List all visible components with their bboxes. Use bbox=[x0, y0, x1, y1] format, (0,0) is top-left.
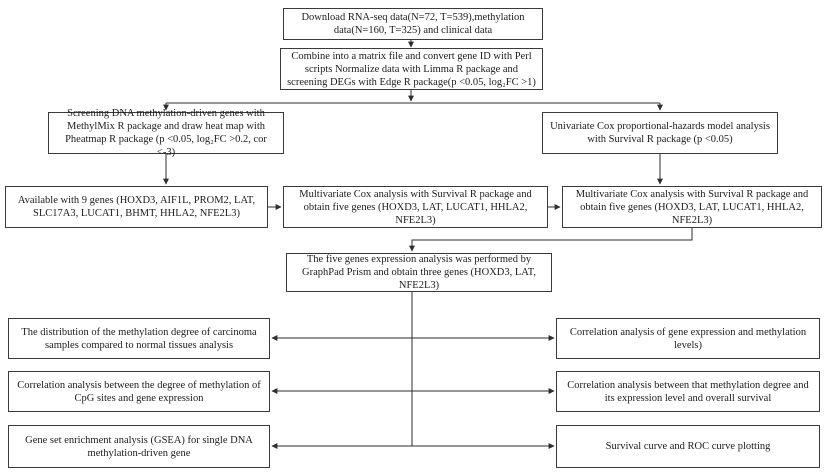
node-multivariate-cox-2 bbox=[562, 186, 822, 228]
node-univariate-cox-text: Univariate Cox proportional-hazards model analysis with Survival R package (p <0.05) bbox=[550, 121, 770, 145]
arrow-multivariate-2-to-graphpad bbox=[412, 228, 692, 251]
node-multivariate-cox-2-text: Multivariate Cox analysis with Survival R package and obtain five genes (HOXD3, LAT, LUCAT1, HHLA2, NFE2L3) bbox=[575, 188, 809, 226]
node-cpg-gene-expression-correlation bbox=[8, 371, 270, 412]
node-combine-normalize-text: Combine into a matrix file and convert gene ID with Perl scripts Normalize data with Limma R package and screening DEGs with Edge R package(p <0.05, log₂FC >1) bbox=[287, 50, 536, 88]
node-combine-normalize bbox=[280, 48, 543, 90]
node-expression-methylation-correlation-text: Correlation analysis of gene expression and methylation levels) bbox=[569, 326, 807, 351]
node-multivariate-cox-1-text: Multivariate Cox analysis with Survival R package and obtain five genes (HOXD3, LAT, LUCAT1, HHLA2, NFE2L3) bbox=[299, 188, 532, 226]
node-gsea bbox=[8, 425, 270, 468]
node-download-data-text: Download RNA-seq data(N=72, T=539),methylation data(N=160, T=325) and clinical data bbox=[301, 12, 525, 36]
node-methylation-survival-correlation-text: Correlation analysis between that methylation degree and its expression level and overall survival bbox=[567, 379, 809, 404]
node-survival-roc-plotting-text: Survival curve and ROC curve plotting bbox=[605, 441, 771, 452]
node-graphpad-three-genes bbox=[286, 253, 552, 292]
node-download-data bbox=[283, 8, 543, 40]
node-methylation-survival-correlation bbox=[556, 371, 820, 412]
node-methylmix-screening-text: Screening DNA methylation-driven genes with MethylMix R package and draw heat map with Pheatmap R package (p <0.05, log₂FC >0.2, cor <-3) bbox=[65, 108, 267, 158]
node-survival-roc-plotting bbox=[556, 425, 820, 468]
node-graphpad-three-genes-text: The five genes expression analysis was performed by GraphPad Prism and obtain three genes (HOXD3, LAT, NFE2L3) bbox=[302, 254, 536, 291]
node-multivariate-cox-1 bbox=[283, 186, 548, 228]
node-nine-genes bbox=[5, 186, 268, 228]
node-nine-genes-text: Available with 9 genes (HOXD3, AIF1L, PROM2, LAT, SLC17A3, LUCAT1, BHMT, HHLA2, NFE2L3) bbox=[17, 195, 256, 219]
node-methylation-distribution-text: The distribution of the methylation degree of carcinoma samples compared to normal tissues analysis bbox=[21, 326, 257, 351]
node-univariate-cox bbox=[542, 112, 778, 154]
node-cpg-gene-expression-correlation-text: Correlation analysis between the degree of methylation of CpG sites and gene expression bbox=[17, 379, 261, 404]
node-methylation-distribution bbox=[8, 318, 270, 359]
node-expression-methylation-correlation bbox=[556, 318, 820, 359]
node-methylmix-screening bbox=[48, 108, 284, 158]
node-gsea-text: Gene set enrichment analysis (GSEA) for single DNA methylation-driven gene bbox=[25, 434, 253, 459]
